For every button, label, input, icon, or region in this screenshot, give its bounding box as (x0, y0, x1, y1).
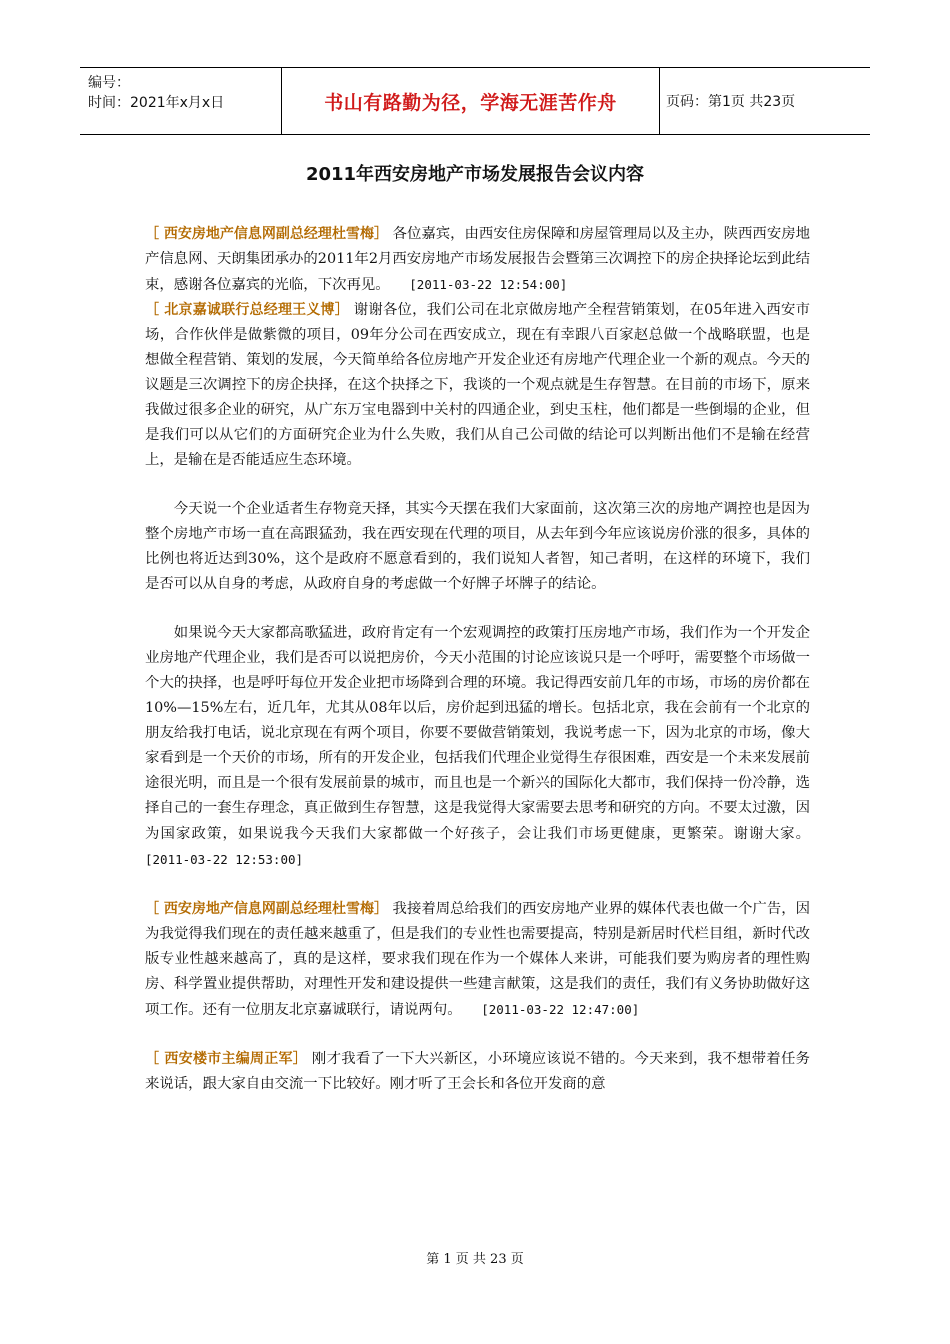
header-page-cell (660, 68, 870, 134)
paragraph (145, 897, 810, 1023)
paragraph-text: 谢谢各位，我们公司在北京做房地产全程营销策划，在05年进入西安市场，合作伙伴是做紫微的项目，09年分公司在西安成立，现在有幸跟八百家赵总做一个战略联盟，也是想做全程营销、策划的发展，今天简单给各位房地产开发企业还有房地产代理企业一个新的观点。今天的议题是三次调控下的房企抉择，在这个抉择之下，我谈的一个观点就是生存智慧。在目前的市场下，原来我做过很多企业的研究，从广东万宝电器到中关村的四通企业，到史玉柱，他们都是一些倒塌的企业，但是我们可以从它们的方面研究企业为什么失败，我们从自己公司做的结论可以判断出他们不是输在经营上，是输在是否能适应生态环境。 (145, 302, 811, 468)
header-motto-cell (282, 68, 660, 134)
document-time-label: 时间：2021年x月x日 (88, 95, 225, 111)
paragraph-text: 今天说一个企业适者生存物竞天择，其实今天摆在我们大家面前，这次第三次的房地产调控也是因为整个房地产市场一直在高跟猛劲，我在西安现在代理的项目，从去年到今年应该说房价涨的很多，具体的比例也将近达到30%，这个是政府不愿意看到的，我们说知人者智，知己者明，在这样的环境下，我们是否可以从自身的考虑，从政府自身的考虑做一个好牌子坏牌子的结论。 (145, 501, 810, 592)
paragraph (145, 222, 810, 298)
document-header (80, 67, 870, 135)
timestamp: [2011-03-22 12:53:00] (145, 826, 830, 867)
document-body (145, 222, 830, 1097)
header-page-info: 页码：第1页 共23页 (666, 94, 796, 110)
document-title: 2011年西安房地产市场发展报告会议内容 (305, 164, 645, 185)
speaker-label: ［ 西安房地产信息网副总经理杜雪梅］ (145, 226, 388, 242)
speaker-label: ［ 西安楼市主编周正军］ (145, 1051, 308, 1067)
header-motto: 书山有路勤为径，学海无涯苦作舟 (324, 91, 617, 114)
speaker-label: ［ 西安房地产信息网副总经理杜雪梅］ (145, 901, 388, 917)
paragraph-text: 如果说今天大家都高歌猛进，政府肯定有一个宏观调控的政策打压房地产市场，我们作为一个开发企业房地产代理企业，我们是否可以说把房价，今天小范围的讨论应该说只是一个呼吁，需要整个市场做一个大的抉择，也是呼吁每位开发企业把市场降到合理的环境。我记得西安前几年的市场，市场的房价都在10%—15%左右，近几年，尤其从08年以后，房价起到迅猛的增长。包括北京，我在会前有一个北京的朋友给我打电话，说北京现在有两个项目，你要不要做营销策划，我说考虑一下，因为北京的市场，像大家看到是一个天价的市场，所有的开发企业，包括我们代理企业觉得生存很困难，西安是一个未来发展前途很光明，而且是一个很有发展前景的城市，而且也是一个新兴的国际化大都市，我们保持一份冷静，选择自己的一套生存理念，真正做到生存智慧，这是我觉得大家需要去思考和研究的方向。不要太过激，因为国家政策，如果说我今天我们大家都做一个好孩子，会让我们市场更健康，更繁荣。谢谢大家。 (145, 625, 815, 842)
timestamp: [2011-03-22 12:47:00] (466, 1002, 640, 1017)
paragraph-text: 我接着周总给我们的西安房地产业界的媒体代表也做一个广告，因为我觉得我们现在的责任越来越重了，但是我们的专业性也需要提高，特别是新居时代栏目组，新时代改版专业性越来越高了，真的是这样，要求我们现在作为一个媒体人来讲，可能我们要为购房者的理性购房、科学置业提供帮助，对理性开发和建设提供一些建言献策，这是我们的责任，我们有义务协助做好这项工作。还有一位朋友北京嘉诚联行，请说两句。 (145, 901, 811, 1018)
timestamp: [2011-03-22 12:54:00] (394, 277, 568, 292)
document-number-label: 编号： (88, 75, 130, 91)
paragraph (145, 1047, 810, 1097)
speaker-label: ［ 北京嘉诚联行总经理王义博］ (145, 302, 349, 318)
header-meta-cell (80, 68, 282, 134)
paragraph-text: 刚才我看了一下大兴新区，小环境应该说不错的。今天来到，我不想带着任务来说话，跟大家自由交流一下比较好。刚才听了王会长和各位开发商的意 (145, 1051, 811, 1092)
paragraph (145, 298, 810, 473)
paragraph (145, 497, 810, 597)
paragraph (145, 621, 830, 873)
paragraph-text: 各位嘉宾，由西安住房保障和房屋管理局以及主办，陕西西安房地产信息网、天朗集团承办的2011年2月西安房地产市场发展报告会暨第三次调控下的房企抉择论坛到此结束，感谢各位嘉宾的光临，下次再见。 (145, 226, 811, 293)
page-footer: 第 1 页 共 23 页 (426, 1252, 524, 1267)
